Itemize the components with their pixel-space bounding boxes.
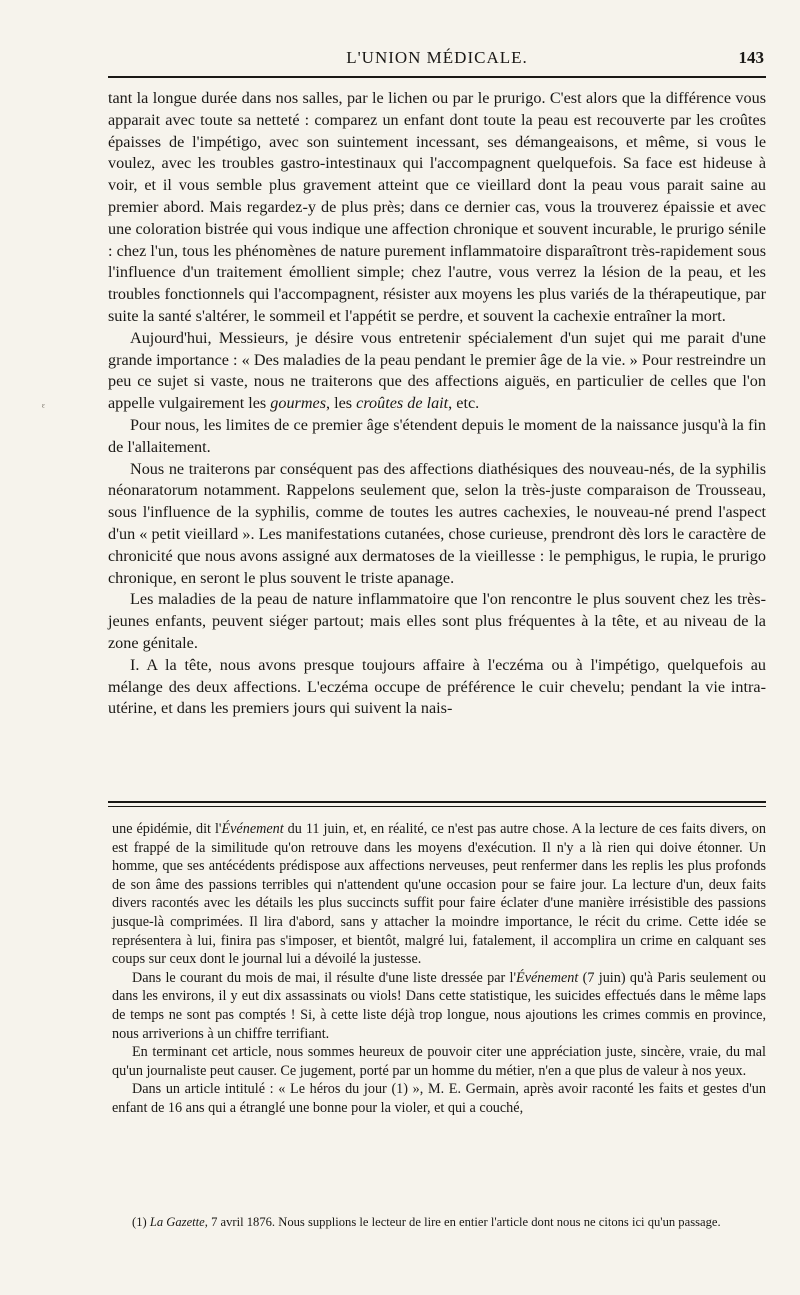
footnote-marker: (1) <box>132 1215 150 1229</box>
paragraph-1: tant la longue durée dans nos salles, par le lichen ou par le prurigo. C'est alors que la différence vous apparait avec toute sa netteté : comparez un enfant dont toute la peau est recouverte par les croûtes épaisses de l'impétigo, avec son suintement incessant, ses démangeaisons, et même, si vous le voulez, avec les troubles gastro-intestinaux qui l'accompagnent quelquefois. Sa face est hideuse à voir, et il vous semble plus gravement atteint que ce vieillard dont la peau vous parait saine au premier abord. Mais regardez-y de plus près; dans ce dernier cas, vous la trouverez épaissie et avec une coloration bistrée qui vous indique une affection chronique et souvent incurable, le prurigo sénile : chez l'un, tous les phénomènes de nature purement inflammatoire disparaîtront très-rapidement sous l'influence d'un traitement émollient simple; chez l'autre, vous verrez la lésion de la peau, et les troubles fonctionnels qui l'accompagnent, résister aux moyens les plus variés de la thérapeutique, par suite la santé s'altérer, le sommeil et l'appétit se perdre, et souvent la cachexie entraîner la mort. <box>108 89 766 325</box>
header-rule <box>108 76 766 78</box>
paragraph-2-text-c: , etc. <box>448 394 480 413</box>
note-2-source: Événement <box>516 969 579 986</box>
running-header <box>108 44 766 74</box>
main-text <box>108 88 766 720</box>
note-paragraph-2 <box>112 969 766 1043</box>
footnote-body: , 7 avril 1876. Nous supplions le lecteur de lire en entier l'article dont nous ne citons ici qu'un passage. <box>204 1215 721 1229</box>
note-paragraph-1 <box>112 820 766 969</box>
note-1-text-a: une épidémie, dit l' <box>112 821 222 837</box>
footnote-source: La Gazette <box>149 1215 205 1229</box>
notes-separator-rule-thin <box>108 806 766 807</box>
term-gourmes: gourmes <box>270 394 327 413</box>
term-croutes-de-lait: croûtes de lait <box>356 394 449 413</box>
paragraph-4: Nous ne traiterons par conséquent pas des affections diathésiques des nouveau-nés, de la syphilis néonaratorum notamment. Rappelons seulement que, selon la très-juste comparaison de Trousseau, sous l'influence de la syphilis, comme de toutes les autres cachexies, le nouveau-né prend l'aspect d'un « petit vieillard ». Les manifestations cutanées, chose curieuse, prendront dès lors le caractère de chronicité que nous avons assigné aux dermatoses de la vieillesse : le pemphigus, le rupia, le prurigo chronique, en seront le plus souvent le triste apanage. <box>108 459 766 587</box>
footnote <box>112 1214 766 1230</box>
paragraph-5: Les maladies de la peau de nature inflammatoire que l'on rencontre le plus souvent chez les très-jeunes enfants, peuvent siéger partout; mais elles sont plus fréquentes à la tête, et au niveau de la zone génitale. <box>108 590 766 652</box>
note-2-text-a: Dans le courant du mois de mai, il résulte d'une liste dressée par l' <box>132 969 517 986</box>
paragraph-2-text-a: Aujourd'hui, Messieurs, je désire vous entretenir spécialement d'un sujet qui me parait d'une grande importance : « Des maladies de la peau pendant le premier âge de la vie. » Pour restreindre un peu ce sujet si vaste, nous ne traiterons que des affections aiguës, en particulier de celles que l'on appelle vulgairement les <box>108 328 766 413</box>
notes-section <box>112 820 766 1118</box>
note-paragraph-3: En terminant cet article, nous sommes heureux de pouvoir citer une appréciation juste, sincère, vraie, du mal qu'un journaliste peut causer. Ce jugement, porté par un homme du métier, n'en a que plus de valeur à nos yeux. <box>112 1044 766 1079</box>
page-number: 143 <box>738 48 764 67</box>
paragraph-3: Pour nous, les limites de ce premier âge s'étendent depuis le moment de la naissance jusqu'à la fin de l'allaitement. <box>108 415 766 456</box>
note-1-text-b: du 11 juin, et, en réalité, ce n'est pas autre chose. A la lecture de ces faits divers, on est frappé de la similitude qu'on retrouve dans les moyens d'exécution. Il n'y a là rien qui doive étonner. Un homme, que ses antécédents prédispose aux affections nerveuses, peut renfermer dans les replis les plus profonds de son âme des passions terribles qui n'attendent qu'une occasion pour se faire jour. La lecture d'un, deux faits divers racontés avec les détails les plus succincts suffit pour faire éclater d'une manière irrésistible des passions jusque-là comprimées. Il lira d'abord, sans y attacher la moindre importance, le récit du crime. Cette idée se représentera à lui, finira pas s'imposer, et bientôt, malgré lui, fatalement, il accomplira un crime en calquant ses coups sur ceux dont le journal lui a dévoilé la justesse. <box>112 821 766 968</box>
notes-separator-rule <box>108 801 766 803</box>
footnote-text <box>112 1214 766 1230</box>
note-2-text-b: (7 juin) qu'à Paris seulement ou dans les environs, il y eut dix assassinats ou viols! Dans cette statistique, les suicides effectués dans le même laps de temps ne sont pas comptés ! Si, à cette liste déjà trop longue, nous ajoutions les crimes commis en province, nous arriverions à un chiffre terrifiant. <box>112 969 766 1042</box>
note-paragraph-4: Dans un article intitulé : « Le héros du jour (1) », M. E. Germain, après avoir raconté les faits et gestes d'un enfant de 16 ans qui a étranglé une bonne pour la violer, et qui a couché, <box>112 1081 766 1116</box>
paragraph-2 <box>108 328 766 415</box>
journal-title: L'UNION MÉDICALE. <box>346 48 528 67</box>
paragraph-2-text-b: , les <box>326 394 357 413</box>
margin-mark: ᵋ <box>42 400 45 414</box>
note-1-source: Événement <box>221 821 284 837</box>
paragraph-6: I. A la tête, nous avons presque toujours affaire à l'eczéma ou à l'impétigo, quelquefois au mélange des deux affections. L'eczéma occupe de préférence le cuir chevelu; pendant la vie intra-utérine, et dans les premiers jours qui suivent la nais- <box>108 655 766 718</box>
